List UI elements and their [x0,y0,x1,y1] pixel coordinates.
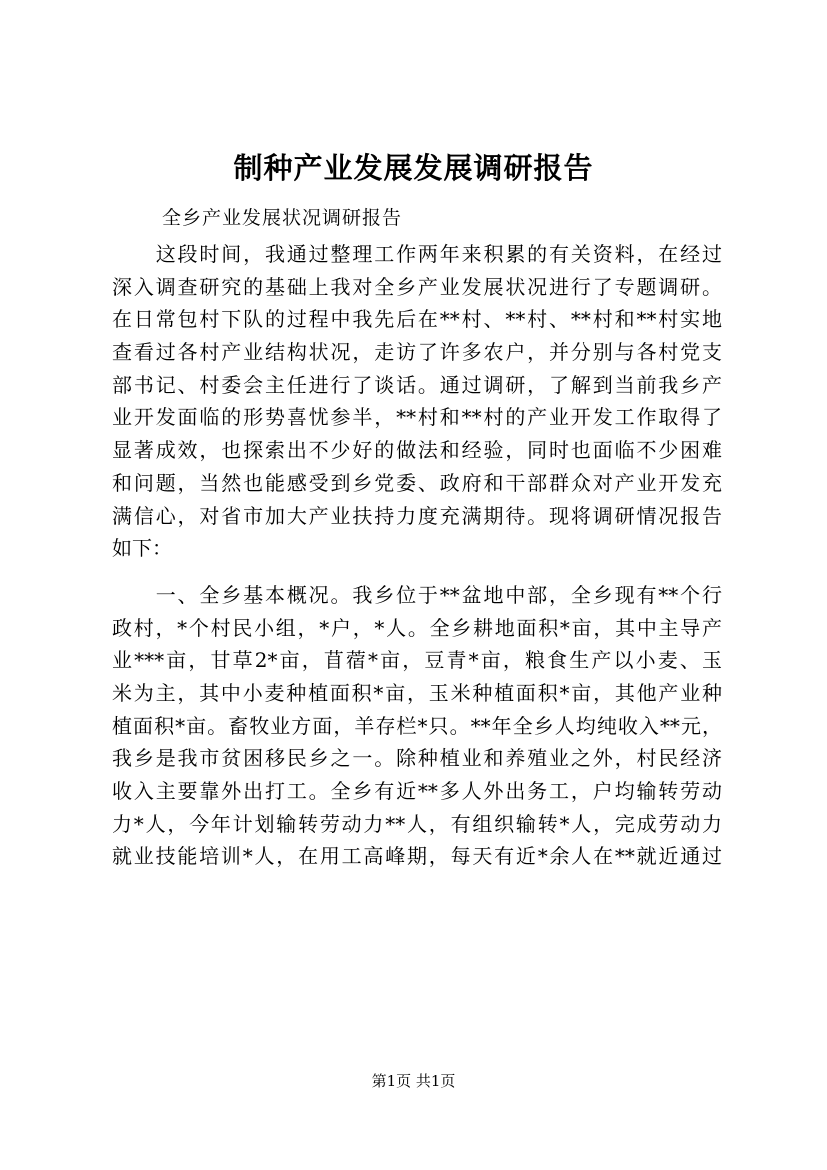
paragraph-gap [112,565,722,579]
text-line: 业***亩，甘草2*亩，苜蓿*亩，豆青*亩，粮食生产以小麦、玉 [112,648,722,673]
text-line: 这段时间，我通过整理工作两年来积累的有关资料，在经过 [112,242,722,266]
text-line: 部书记、村委会主任进行了谈话。通过调研，了解到当前我乡产 [112,372,722,397]
text-line: 查看过各村产业结构状况，走访了许多农户，并分别与各村党支 [112,340,722,365]
text-line: 如下： [112,536,172,561]
text-line: 深入调查研究的基础上我对全乡产业发展状况进行了专题调研。 [112,274,722,299]
text-line: 我乡是我市贫困移民乡之一。除种植业和养殖业之外，村民经济 [112,746,722,771]
document-body [112,238,722,873]
text-line: 显著成效，也探索出不少好的做法和经验，同时也面临不少困难 [112,438,722,463]
text-line: 在日常包村下队的过程中我先后在**村、**村、**村和**村实地 [112,307,722,332]
text-line: 满信心，对省市加大产业扶持力度充满期待。现将调研情况报告 [112,503,722,528]
text-line: 业开发面临的形势喜忧参半，**村和**村的产业开发工作取得了 [112,405,722,430]
document-subtitle: 全乡产业发展状况调研报告 [162,207,403,229]
text-line: 植面积*亩。畜牧业方面，羊存栏*只。**年全乡人均纯收入**元， [112,713,722,738]
text-line: 和问题，当然也能感受到乡党委、政府和干部群众对产业开发充 [112,470,722,495]
text-line: 米为主，其中小麦种植面积*亩，玉米种植面积*亩，其他产业种 [112,680,722,705]
text-line: 力*人，今年计划输转劳动力**人，有组织输转*人，完成劳动力 [112,811,722,836]
text-line: 一、全乡基本概况。我乡位于**盆地中部，全乡现有**个行 [112,582,722,607]
document-title: 制种产业发展发展调研报告 [233,151,594,185]
text-line: 就业技能培训*人，在用工高峰期，每天有近*余人在**就近通过 [112,844,722,869]
text-line: 收入主要靠外出打工。全乡有近**多人外出务工，户均输转劳动 [112,779,722,803]
page-footer: 第1页 共1页 [371,1072,456,1090]
paragraph-2 [112,579,722,873]
text-line: 政村，*个村民小组，*户，*人。全乡耕地面积*亩，其中主导产 [112,615,722,640]
paragraph-1 [112,238,722,565]
